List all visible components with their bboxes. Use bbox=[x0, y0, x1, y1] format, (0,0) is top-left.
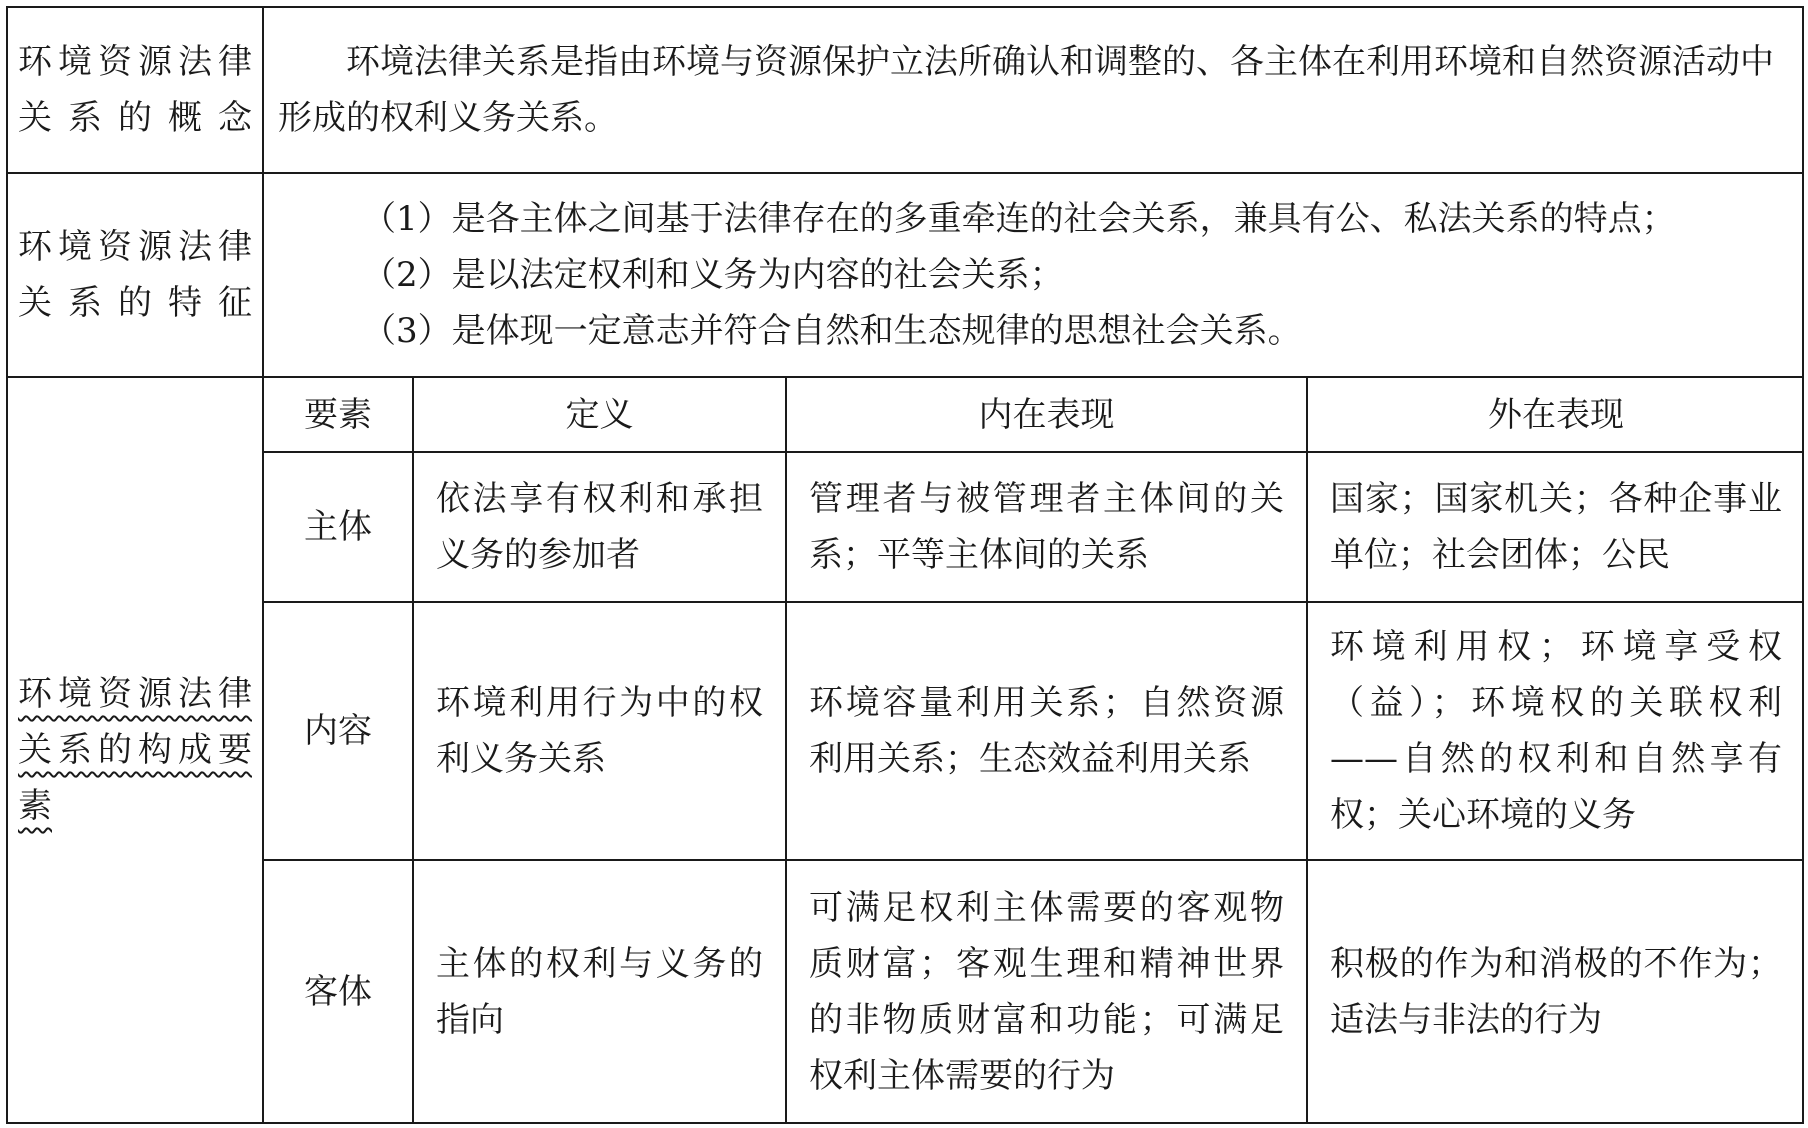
concept-label: 环境资源法律关系的概念 bbox=[7, 7, 263, 173]
concept-cell bbox=[263, 7, 1803, 173]
table-row bbox=[264, 602, 1804, 860]
feature-item-1: （1）是各主体之间基于法律存在的多重牵连的社会关系，兼具有公、私法关系的特点； bbox=[362, 199, 1676, 239]
feature-item-3: （3）是体现一定意志并符合自然和生态规律的思想社会关系。 bbox=[362, 311, 1302, 351]
element-external: 国家；国家机关；各种企事业单位；社会团体；公民 bbox=[1307, 452, 1804, 602]
element-definition: 主体的权利与义务的指向 bbox=[413, 860, 786, 1122]
features-label: 环境资源法律关系的特征 bbox=[7, 173, 263, 377]
element-name: 主体 bbox=[264, 452, 413, 602]
elements-header-row bbox=[264, 378, 1804, 452]
concept-row bbox=[7, 7, 1803, 173]
feature-item-2: （2）是以法定权利和义务为内容的社会关系； bbox=[362, 255, 1064, 295]
element-external: 积极的作为和消极的不作为；适法与非法的行为 bbox=[1307, 860, 1804, 1122]
features-row bbox=[7, 173, 1803, 377]
element-internal: 管理者与被管理者主体间的关系；平等主体间的关系 bbox=[786, 452, 1307, 602]
header-element: 要素 bbox=[264, 378, 413, 452]
elements-row bbox=[7, 377, 1803, 1123]
element-external: 环境利用权；环境享受权（益）；环境权的关联权利——自然的权利和自然享有权；关心环境的义务 bbox=[1307, 602, 1804, 860]
element-definition: 依法享有权利和承担义务的参加者 bbox=[413, 452, 786, 602]
element-name: 客体 bbox=[264, 860, 413, 1122]
elements-label-cell bbox=[7, 377, 263, 1123]
element-name: 内容 bbox=[264, 602, 413, 860]
elements-table bbox=[264, 378, 1804, 1122]
legal-relations-table bbox=[6, 6, 1804, 1124]
table-row bbox=[264, 452, 1804, 602]
element-definition: 环境利用行为中的权利义务关系 bbox=[413, 602, 786, 860]
elements-label: 环境资源法律关系的构成要素 bbox=[18, 674, 252, 826]
table-row bbox=[264, 860, 1804, 1122]
header-external: 外在表现 bbox=[1307, 378, 1804, 452]
header-definition: 定义 bbox=[413, 378, 786, 452]
header-internal: 内在表现 bbox=[786, 378, 1307, 452]
element-internal: 环境容量利用关系；自然资源利用关系；生态效益利用关系 bbox=[786, 602, 1307, 860]
elements-cell bbox=[263, 377, 1803, 1123]
concept-text: 环境法律关系是指由环境与资源保护立法所确认和调整的、各主体在利用环境和自然资源活动中形成的权利义务关系。 bbox=[278, 42, 1774, 138]
features-cell bbox=[263, 173, 1803, 377]
element-internal: 可满足权利主体需要的客观物质财富；客观生理和精神世界的非物质财富和功能；可满足权利主体需要的行为 bbox=[786, 860, 1307, 1122]
